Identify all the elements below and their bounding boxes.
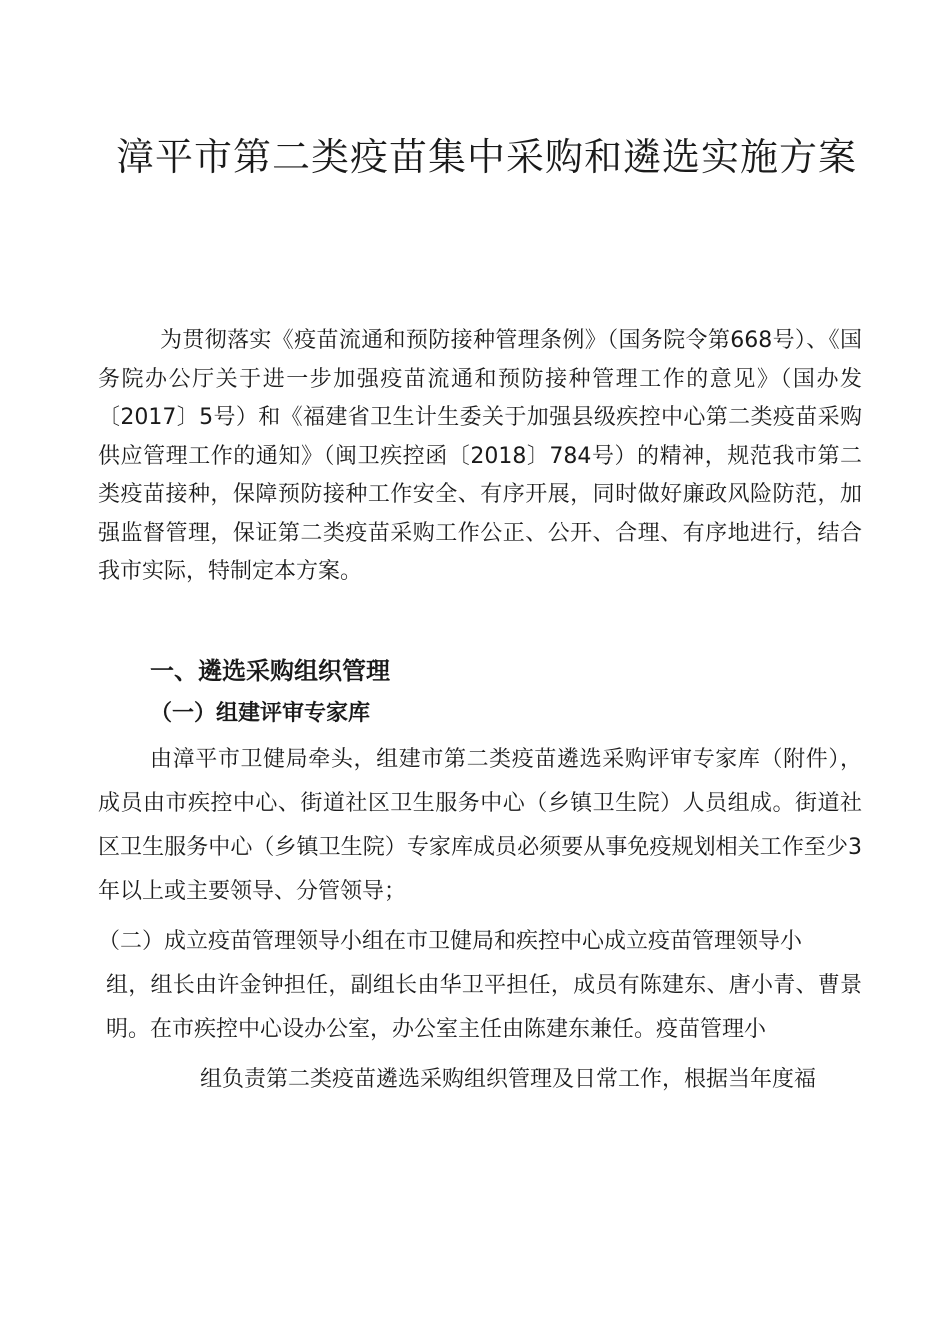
subsection-heading-expert-pool: （一）组建评审专家库 [150,701,371,726]
leadership-group-continued: 组负责第二类疫苗遴选采购组织管理及日常工作，根据当年度福 [200,1067,817,1092]
document-title: 漳平市第二类疫苗集中采购和遴选实施方案 [116,135,858,179]
intro-paragraph: 为贯彻落实《疫苗流通和预防接种管理条例》（国务院令第668号）、《国务院办公厅关于进一步加强疫苗流通和预防接种管理工作的意见》（国办发〔2017〕5号）和《福建省卫生计生委关于加强县级疾控中心第二类疫苗采购供应管理工作的通知》（闽卫疾控函〔2018〕784号）的精神，规范我市第二类疫苗接种，保障预防接种工作安全、有序开展，同时做好廉政风险防范，加强监督管理，保证第二类疫苗采购工作公正、公开、合理、有序地进行，结合我市实际，特制定本方案。 [98,328,862,584]
leadership-group-heading-line: （二）成立疫苗管理领导小组在市卫健局和疾控中心成立疫苗管理领导小 [98,929,803,954]
leadership-group-paragraph [98,920,862,1052]
leadership-group-body: 组，组长由许金钟担任，副组长由华卫平担任，成员有陈建东、唐小青、曹景明。在市疾控中心设办公室，办公室主任由陈建东兼任。疫苗管理小 [106,973,862,1042]
expert-pool-paragraph: 由漳平市卫健局牵头，组建市第二类疫苗遴选采购评审专家库（附件），成员由市疾控中心、街道社区卫生服务中心（乡镇卫生院）人员组成。街道社区卫生服务中心（乡镇卫生院）专家库成员必须要从事免疫规划相关工作至少3年以上或主要领导、分管领导； [98,747,862,904]
section-heading-organization: 一、遴选采购组织管理 [150,657,390,685]
